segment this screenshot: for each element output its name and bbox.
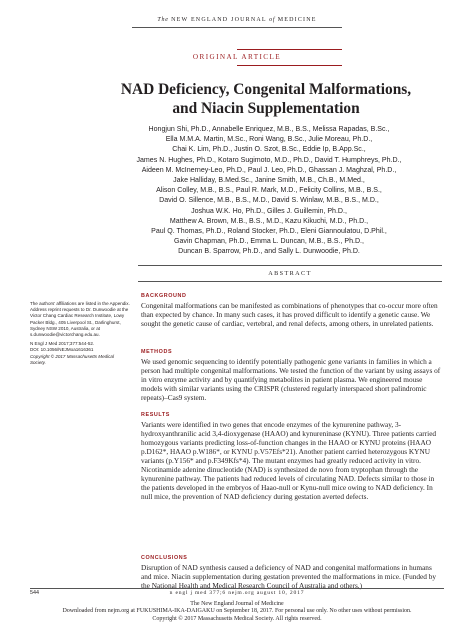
author-line: James N. Hughes, Ph.D., Kotaro Sugimoto, M.D., Ph.D., David T. Humphreys, Ph.D., [136,156,402,164]
journal-header-medicine: MEDICINE [277,17,317,23]
copyright-notice: Copyright © 2017 Massachusetts Medical Society. [30,353,114,365]
article-type: ORIGINAL ARTICLE [192,53,282,61]
doi-link[interactable]: DOI: 10.1056/NEJMoa1616361 [30,347,94,353]
article-type-divider-top [237,49,342,50]
abstract-divider-bottom [138,281,442,282]
journal-header-of: of [269,17,276,23]
section-heading: RESULTS [141,412,170,418]
article-sidebar [30,301,130,366]
download-notice-journal: The New England Journal of Medicine [190,601,284,607]
abstract-divider-top [138,265,442,266]
author-line: Aideen M. McInerney-Leo, Ph.D., Paul J. Leo, Ph.D., Ghassan J. Maghzal, Ph.D., [141,166,397,174]
author-affiliations-note: The authors’ affiliations are listed in the Appendix. Address reprint requests to Dr. Dunwoodie at the Victor Chang Cardiac Research Institute, Lowy Packer Bldg., 405 Liverpool St., Darlinghurst, Sydney NSW 2010, Australia, or at s.dunwoodie@victorchang.edu.au. [30,301,130,338]
section-text: Variants were identified in two genes that encode enzymes of the kynurenine pathway, 3-hydroxyanthranilic acid 3,4-dioxygenase (HAAO) and kynureninase (KYNU). Three patients carried homozygous variants predicting loss-of-function changes in the HAAO or KYNU proteins (HAAO p.D162*, HAAO p.W186*, or KYNU p.V57Efs*21). Another patient carried heterozygous KYNU variants (p.Y156* and p.F349Kfs*4). The mutant enzymes had greatly reduced activity in vitro. Nicotinamide adenine dinucleotide (NAD) is synthesized de novo from tryptophan through the kynurenine pathway. The patients had reduced levels of circulating NAD. Defects similar to those in the patients developed in the embryos of Haao-null or Kynu-null mice owing to NAD deficiency. In null mice, the prevention of NAD deficiency during gestation averted defects. [141,420,437,501]
author-line: Hongjun Shi, Ph.D., Annabelle Enriquez, M.B., B.S., Melissa Rapadas, B.Sc., [148,126,390,133]
journal-citation: N Engl J Med 2017;377:544-52. [30,341,95,347]
article-title-line-1: NAD Deficiency, Congenital Malformations, [120,81,412,98]
section-heading: BACKGROUND [141,293,187,299]
journal-header-name: NEW ENGLAND JOURNAL [171,17,267,23]
abstract-methods-section [141,349,444,402]
abstract-conclusions-section [141,555,444,590]
article-title [100,80,432,118]
abstract-heading: ABSTRACT [268,270,312,277]
author-list [128,125,410,258]
download-notice-source: Downloaded from nejm.org at FUKUSHIMA-IKA-DAIGAKU on September 18, 2017. For personal use only. No other uses without permission. [62,608,412,615]
abstract-background-section [141,293,444,328]
download-notice [0,601,474,623]
section-heading: METHODS [141,349,173,355]
article-type-divider-bottom [237,65,342,66]
download-notice-copyright: Copyright © 2017 Massachusetts Medical Society. All rights reserved. [152,615,322,622]
author-line: Jake Halliday, B.Med.Sc., Janine Smith, M.B., Ch.B., M.Med., [173,177,365,185]
author-line: Alison Colley, M.B., B.S., Paul R. Mark, M.D., Felicity Collins, M.B., B.S., [156,187,382,195]
author-line: Matthew A. Brown, M.B., B.S., M.D., Kazu Kikuchi, M.D., Ph.D., [169,217,369,225]
section-heading: CONCLUSIONS [141,555,188,561]
author-line: Gavin Chapman, Ph.D., Emma L. Duncan, M.B., B.S., Ph.D., [174,238,364,246]
section-text: We used genomic sequencing to identify potentially pathogenic gene variants in families in which a person had multiple congenital malformations. We tested the function of the variant by using assays of in vitro enzyme activity and by quantifying metabolites in patient plasma. We engineered mouse models with similar variants using the CRISPR (clustered regularly interspaced short palindromic repeats)–Cas9 system. [141,357,441,402]
journal-header-prefix: The [157,17,169,23]
journal-header-divider [132,27,342,28]
article-title-line-2: and Niacin Supplementation [172,100,360,117]
section-text: Disruption of NAD synthesis caused a deficiency of NAD and congenital malformations in humans and mice. Niacin supplementation during gestation prevented the malformations in mice. (Funded by the National Health and Medical Research Council of Australia and others.) [141,563,437,590]
author-line: Chai K. Lim, Ph.D., Justin O. Szot, B.Sc., Eddie Ip, B.App.Sc., [172,146,366,154]
author-line: Paul Q. Thomas, Ph.D., Roland Stocker, Ph.D., Eleni Giannoulatou, D.Phil., [151,228,387,236]
footer-citation: n engl j med 377;6 nejm.org august 10, 2017 [169,590,305,596]
author-line: David O. Sillence, M.B., B.S., M.D., David S. Winlaw, M.B., B.S., M.D., [159,197,379,205]
section-text: Congenital malformations can be manifested as combinations of phenotypes that co-occur more often than expected by chance. In many such cases, it has proved difficult to identify a genetic cause. We sought the genetic cause of cardiac, vertebral, and renal defects, among others, in unrelated patients. [141,301,438,328]
author-line: Duncan B. Sparrow, Ph.D., and Sally L. Dunwoodie, Ph.D. [178,248,360,256]
page-number: 544 [30,590,39,596]
footer-divider [30,588,444,589]
abstract-results-section [141,412,444,501]
journal-header [0,17,474,23]
author-line: Ella M.M.A. Martin, M.Sc., Roni Wang, B.Sc., Julie Moreau, Ph.D., [165,136,373,144]
author-line: Joshua W.K. Ho, Ph.D., Gilles J. Guillemin, Ph.D., [191,207,347,215]
